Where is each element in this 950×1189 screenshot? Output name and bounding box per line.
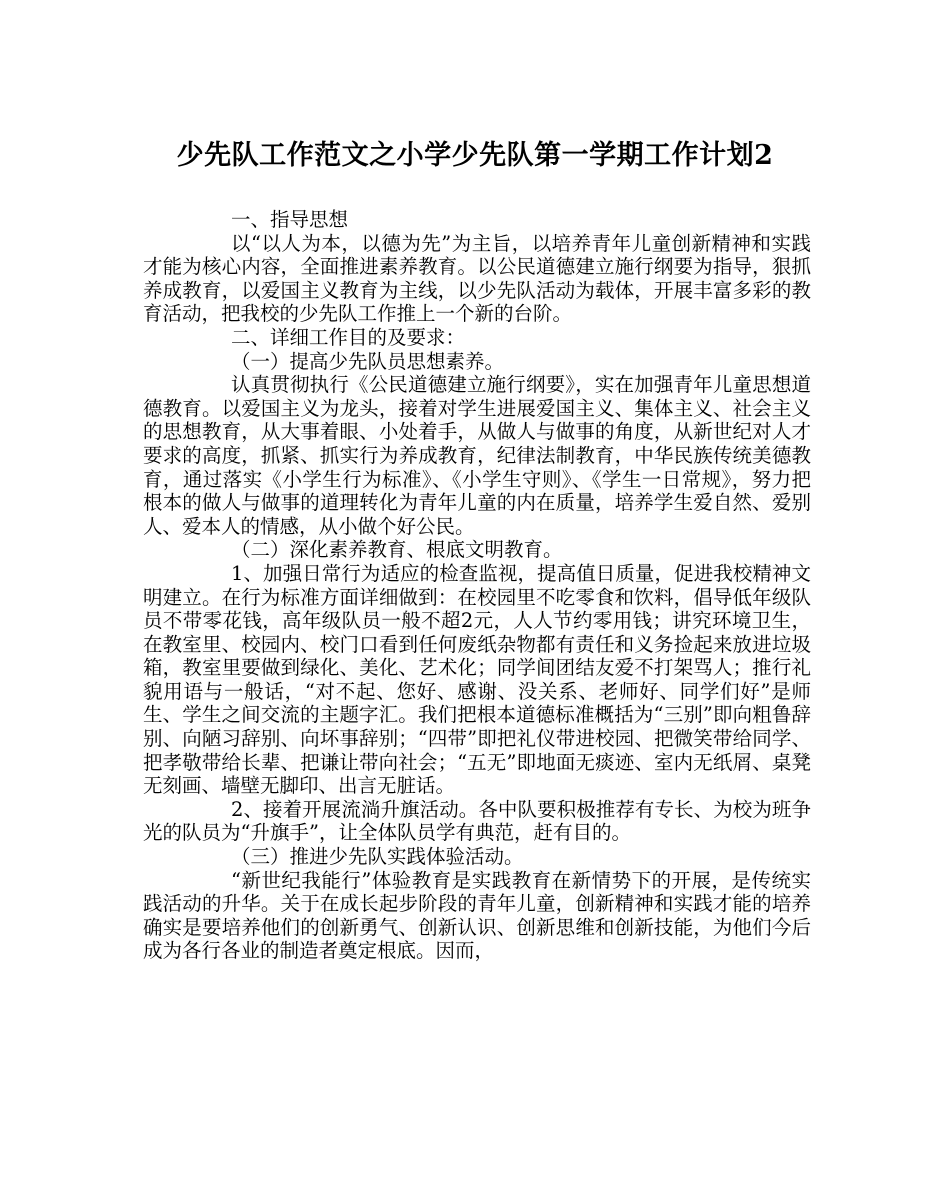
subheading-practice-activities: （三）推进少先队实践体验活动。: [231, 845, 524, 869]
subheading-improve-thinking: （一）提高少先队员思想素养。: [231, 349, 505, 373]
section-heading-guiding-ideology: 一、指导思想: [231, 208, 349, 231]
paragraph-guiding-ideology: 以“以人为本，以德为先”为主旨，以培养青年儿童创新精神和实践才能为核心内容，全面推进素养教育。以公民道德建立施行纲要为指导，狠抓养成教育，以爱国主义教育为主线，以少先队活动为载体，开展丰富多彩的教育活动，把我校的少先队工作推上一个新的台阶。: [143, 231, 811, 326]
paragraph-new-century: “新世纪我能行”体验教育是实践教育在新情势下的开展，是传统实践活动的升华。关于在成长起步阶段的青年儿童，创新精神和实践才能的培养确实是要培养他们的创新勇气、创新认识、创新思维和创新技能，为他们今后成为各行各业的制造者奠定根底。因而，: [143, 868, 811, 963]
document-title: 少先队工作范文之小学少先队第一学期工作计划2: [176, 140, 774, 171]
section-heading-work-goals: 二、详细工作目的及要求：: [231, 325, 466, 349]
subheading-civilization-education: （二）深化素养教育、根底文明教育。: [231, 538, 563, 562]
paragraph-moral-education: 认真贯彻执行《公民道德建立施行纲要》，实在加强青年儿童思想道德教育。以爱国主义为龙头，接着对学生进展爱国主义、集体主义、社会主义的思想教育，从大事着眼、小处着手，从做人与做事的角度，从新世纪对人才要求的高度，抓紧、抓实行为养成教育，纪律法制教育，中华民族传统美德教育，通过落实《小学生行为标准》、《小学生守则》、《学生一日常规》，努力把根本的做人与做事的道理转化为青年儿童的内在质量，培养学生爱自然、爱别人、爱本人的情感，从小做个好公民。: [143, 373, 811, 538]
paragraph-daily-behavior: 1、加强日常行为适应的检查监视，提高值日质量，促进我校精神文明建立。在行为标准方面详细做到：在校园里不吃零食和饮料，倡导低年级队员不带零花钱，高年级队员一般不超2元，人人节约零用钱；讲究环境卫生，在教室里、校园内、校门口看到任何废纸杂物都有责任和义务捡起来放进垃圾箱，教室里要做到绿化、美化、艺术化；同学间团结友爱不打架骂人；推行礼貌用语与一般话，“对不起、您好、感谢、没关系、老师好、同学们好”是师生、学生之间交流的主题字汇。我们把根本道德标准概括为“三别”即向粗鲁辞别、向陋习辞别、向坏事辞别；“四带”即把礼仪带进校园、把微笑带给同学、把孝敬带给长辈、把谦让带向社会；“五无”即地面无痰迹、室内无纸屑、桌凳无刻画、墙壁无脚印、出言无脏话。: [143, 561, 811, 798]
paragraph-flag-raising: 2、接着开展流淌升旗活动。各中队要积极推荐有专长、为校为班争光的队员为“升旗手”，让全体队员学有典范，赶有目的。: [143, 797, 811, 845]
document-body: [143, 208, 811, 963]
